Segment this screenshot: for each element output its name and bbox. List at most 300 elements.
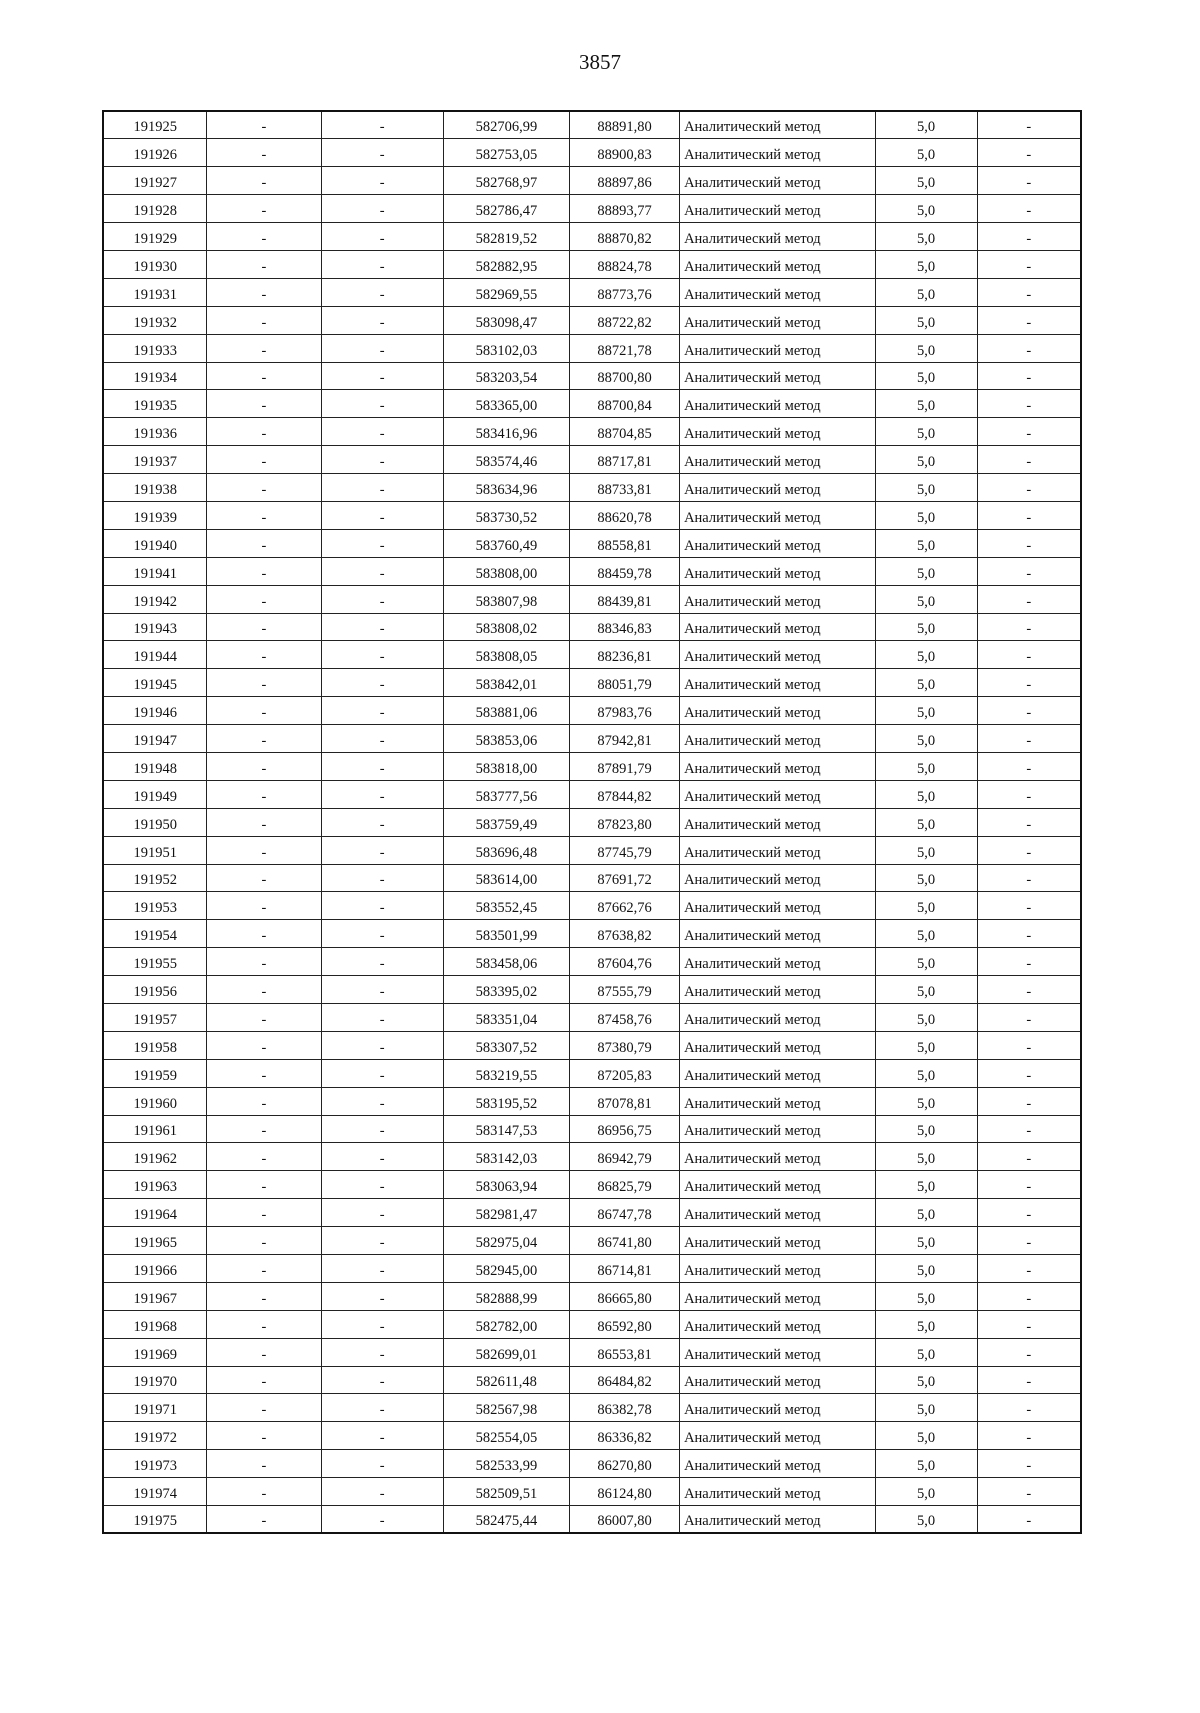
- point-id-cell: 191954: [103, 920, 207, 948]
- accuracy-cell: 5,0: [875, 1059, 977, 1087]
- empty-value-cell: -: [207, 1227, 321, 1255]
- empty-value-cell: -: [977, 223, 1081, 251]
- x-coordinate-cell: 583614,00: [443, 864, 569, 892]
- method-cell: Аналитический метод: [680, 808, 876, 836]
- empty-value-cell: -: [207, 1478, 321, 1506]
- table-row: [103, 920, 1081, 948]
- empty-value-cell: -: [321, 976, 443, 1004]
- method-cell: Аналитический метод: [680, 725, 876, 753]
- empty-value-cell: -: [977, 725, 1081, 753]
- empty-value-cell: -: [207, 1255, 321, 1283]
- accuracy-cell: 5,0: [875, 780, 977, 808]
- empty-value-cell: -: [207, 167, 321, 195]
- empty-value-cell: -: [207, 223, 321, 251]
- point-id-cell: 191975: [103, 1506, 207, 1534]
- point-id-cell: 191963: [103, 1171, 207, 1199]
- x-coordinate-cell: 582509,51: [443, 1478, 569, 1506]
- x-coordinate-cell: 582768,97: [443, 167, 569, 195]
- y-coordinate-cell: 88721,78: [570, 334, 680, 362]
- method-cell: Аналитический метод: [680, 223, 876, 251]
- method-cell: Аналитический метод: [680, 167, 876, 195]
- empty-value-cell: -: [321, 585, 443, 613]
- point-id-cell: 191938: [103, 474, 207, 502]
- empty-value-cell: -: [977, 836, 1081, 864]
- point-id-cell: 191970: [103, 1366, 207, 1394]
- method-cell: Аналитический метод: [680, 474, 876, 502]
- point-id-cell: 191958: [103, 1031, 207, 1059]
- table-row: [103, 501, 1081, 529]
- empty-value-cell: -: [321, 1227, 443, 1255]
- empty-value-cell: -: [207, 1422, 321, 1450]
- table-row: [103, 1115, 1081, 1143]
- empty-value-cell: -: [321, 892, 443, 920]
- y-coordinate-cell: 86825,79: [570, 1171, 680, 1199]
- y-coordinate-cell: 86665,80: [570, 1282, 680, 1310]
- empty-value-cell: -: [207, 1366, 321, 1394]
- empty-value-cell: -: [207, 725, 321, 753]
- empty-value-cell: -: [321, 334, 443, 362]
- point-id-cell: 191933: [103, 334, 207, 362]
- table-row: [103, 446, 1081, 474]
- table-row: [103, 278, 1081, 306]
- empty-value-cell: -: [321, 111, 443, 139]
- x-coordinate-cell: 582782,00: [443, 1310, 569, 1338]
- method-cell: Аналитический метод: [680, 1506, 876, 1534]
- accuracy-cell: 5,0: [875, 529, 977, 557]
- empty-value-cell: -: [321, 808, 443, 836]
- x-coordinate-cell: 583219,55: [443, 1059, 569, 1087]
- table-row: [103, 780, 1081, 808]
- x-coordinate-cell: 582533,99: [443, 1450, 569, 1478]
- accuracy-cell: 5,0: [875, 1143, 977, 1171]
- method-cell: Аналитический метод: [680, 250, 876, 278]
- empty-value-cell: -: [207, 557, 321, 585]
- table-row: [103, 1255, 1081, 1283]
- empty-value-cell: -: [977, 1422, 1081, 1450]
- point-id-cell: 191969: [103, 1338, 207, 1366]
- y-coordinate-cell: 87078,81: [570, 1087, 680, 1115]
- x-coordinate-cell: 582882,95: [443, 250, 569, 278]
- accuracy-cell: 5,0: [875, 1506, 977, 1534]
- x-coordinate-cell: 582706,99: [443, 111, 569, 139]
- empty-value-cell: -: [977, 892, 1081, 920]
- x-coordinate-cell: 582981,47: [443, 1199, 569, 1227]
- empty-value-cell: -: [207, 1031, 321, 1059]
- method-cell: Аналитический метод: [680, 1031, 876, 1059]
- empty-value-cell: -: [207, 529, 321, 557]
- empty-value-cell: -: [977, 1031, 1081, 1059]
- accuracy-cell: 5,0: [875, 167, 977, 195]
- x-coordinate-cell: 583203,54: [443, 362, 569, 390]
- y-coordinate-cell: 86942,79: [570, 1143, 680, 1171]
- empty-value-cell: -: [977, 111, 1081, 139]
- accuracy-cell: 5,0: [875, 585, 977, 613]
- table-row: [103, 1087, 1081, 1115]
- empty-value-cell: -: [977, 390, 1081, 418]
- accuracy-cell: 5,0: [875, 1087, 977, 1115]
- accuracy-cell: 5,0: [875, 752, 977, 780]
- empty-value-cell: -: [977, 501, 1081, 529]
- empty-value-cell: -: [321, 613, 443, 641]
- empty-value-cell: -: [207, 1199, 321, 1227]
- y-coordinate-cell: 88773,76: [570, 278, 680, 306]
- method-cell: Аналитический метод: [680, 1143, 876, 1171]
- empty-value-cell: -: [321, 1255, 443, 1283]
- point-id-cell: 191928: [103, 195, 207, 223]
- point-id-cell: 191936: [103, 418, 207, 446]
- empty-value-cell: -: [321, 167, 443, 195]
- x-coordinate-cell: 583881,06: [443, 697, 569, 725]
- empty-value-cell: -: [321, 641, 443, 669]
- empty-value-cell: -: [207, 1506, 321, 1534]
- x-coordinate-cell: 583552,45: [443, 892, 569, 920]
- accuracy-cell: 5,0: [875, 1227, 977, 1255]
- accuracy-cell: 5,0: [875, 1422, 977, 1450]
- method-cell: Аналитический метод: [680, 780, 876, 808]
- y-coordinate-cell: 88733,81: [570, 474, 680, 502]
- x-coordinate-cell: 583147,53: [443, 1115, 569, 1143]
- table-row: [103, 808, 1081, 836]
- y-coordinate-cell: 87555,79: [570, 976, 680, 1004]
- accuracy-cell: 5,0: [875, 920, 977, 948]
- empty-value-cell: -: [321, 306, 443, 334]
- y-coordinate-cell: 87983,76: [570, 697, 680, 725]
- table-row: [103, 697, 1081, 725]
- method-cell: Аналитический метод: [680, 920, 876, 948]
- table-row: [103, 362, 1081, 390]
- accuracy-cell: 5,0: [875, 1310, 977, 1338]
- y-coordinate-cell: 88439,81: [570, 585, 680, 613]
- point-id-cell: 191926: [103, 139, 207, 167]
- table-row: [103, 1366, 1081, 1394]
- empty-value-cell: -: [321, 864, 443, 892]
- empty-value-cell: -: [977, 697, 1081, 725]
- accuracy-cell: 5,0: [875, 1478, 977, 1506]
- method-cell: Аналитический метод: [680, 306, 876, 334]
- empty-value-cell: -: [207, 697, 321, 725]
- empty-value-cell: -: [207, 250, 321, 278]
- table-row: [103, 948, 1081, 976]
- table-row: [103, 1478, 1081, 1506]
- empty-value-cell: -: [977, 1059, 1081, 1087]
- x-coordinate-cell: 583730,52: [443, 501, 569, 529]
- x-coordinate-cell: 583351,04: [443, 1004, 569, 1032]
- empty-value-cell: -: [321, 418, 443, 446]
- empty-value-cell: -: [207, 446, 321, 474]
- empty-value-cell: -: [321, 390, 443, 418]
- method-cell: Аналитический метод: [680, 1115, 876, 1143]
- empty-value-cell: -: [321, 1450, 443, 1478]
- empty-value-cell: -: [321, 1338, 443, 1366]
- table-row: [103, 1394, 1081, 1422]
- accuracy-cell: 5,0: [875, 1366, 977, 1394]
- empty-value-cell: -: [977, 1282, 1081, 1310]
- accuracy-cell: 5,0: [875, 334, 977, 362]
- method-cell: Аналитический метод: [680, 195, 876, 223]
- accuracy-cell: 5,0: [875, 836, 977, 864]
- accuracy-cell: 5,0: [875, 948, 977, 976]
- empty-value-cell: -: [977, 446, 1081, 474]
- point-id-cell: 191964: [103, 1199, 207, 1227]
- x-coordinate-cell: 583760,49: [443, 529, 569, 557]
- x-coordinate-cell: 583416,96: [443, 418, 569, 446]
- empty-value-cell: -: [207, 613, 321, 641]
- empty-value-cell: -: [321, 1310, 443, 1338]
- empty-value-cell: -: [321, 278, 443, 306]
- empty-value-cell: -: [321, 1059, 443, 1087]
- y-coordinate-cell: 87745,79: [570, 836, 680, 864]
- table-row: [103, 474, 1081, 502]
- empty-value-cell: -: [207, 474, 321, 502]
- empty-value-cell: -: [977, 474, 1081, 502]
- accuracy-cell: 5,0: [875, 557, 977, 585]
- x-coordinate-cell: 583777,56: [443, 780, 569, 808]
- empty-value-cell: -: [977, 278, 1081, 306]
- accuracy-cell: 5,0: [875, 1004, 977, 1032]
- empty-value-cell: -: [321, 1422, 443, 1450]
- table-row: [103, 1338, 1081, 1366]
- empty-value-cell: -: [977, 1506, 1081, 1534]
- point-id-cell: 191971: [103, 1394, 207, 1422]
- y-coordinate-cell: 87638,82: [570, 920, 680, 948]
- empty-value-cell: -: [207, 195, 321, 223]
- point-id-cell: 191957: [103, 1004, 207, 1032]
- method-cell: Аналитический метод: [680, 836, 876, 864]
- y-coordinate-cell: 88893,77: [570, 195, 680, 223]
- y-coordinate-cell: 87891,79: [570, 752, 680, 780]
- empty-value-cell: -: [321, 1506, 443, 1534]
- point-id-cell: 191965: [103, 1227, 207, 1255]
- empty-value-cell: -: [207, 920, 321, 948]
- empty-value-cell: -: [207, 948, 321, 976]
- method-cell: Аналитический метод: [680, 1004, 876, 1032]
- accuracy-cell: 5,0: [875, 1282, 977, 1310]
- empty-value-cell: -: [321, 725, 443, 753]
- empty-value-cell: -: [977, 1394, 1081, 1422]
- point-id-cell: 191945: [103, 669, 207, 697]
- point-id-cell: 191939: [103, 501, 207, 529]
- x-coordinate-cell: 582699,01: [443, 1338, 569, 1366]
- empty-value-cell: -: [321, 669, 443, 697]
- method-cell: Аналитический метод: [680, 892, 876, 920]
- empty-value-cell: -: [321, 1199, 443, 1227]
- y-coordinate-cell: 86484,82: [570, 1366, 680, 1394]
- y-coordinate-cell: 87604,76: [570, 948, 680, 976]
- method-cell: Аналитический метод: [680, 1087, 876, 1115]
- table-row: [103, 1450, 1081, 1478]
- empty-value-cell: -: [321, 752, 443, 780]
- coordinates-table: [102, 110, 1082, 1534]
- table-row: [103, 334, 1081, 362]
- accuracy-cell: 5,0: [875, 1394, 977, 1422]
- method-cell: Аналитический метод: [680, 669, 876, 697]
- y-coordinate-cell: 86007,80: [570, 1506, 680, 1534]
- point-id-cell: 191961: [103, 1115, 207, 1143]
- accuracy-cell: 5,0: [875, 223, 977, 251]
- point-id-cell: 191944: [103, 641, 207, 669]
- accuracy-cell: 5,0: [875, 362, 977, 390]
- method-cell: Аналитический метод: [680, 1310, 876, 1338]
- y-coordinate-cell: 86747,78: [570, 1199, 680, 1227]
- empty-value-cell: -: [321, 836, 443, 864]
- table-row: [103, 836, 1081, 864]
- empty-value-cell: -: [321, 1394, 443, 1422]
- table-row: [103, 111, 1081, 139]
- empty-value-cell: -: [207, 585, 321, 613]
- empty-value-cell: -: [977, 1087, 1081, 1115]
- empty-value-cell: -: [977, 641, 1081, 669]
- empty-value-cell: -: [207, 362, 321, 390]
- accuracy-cell: 5,0: [875, 306, 977, 334]
- table-row: [103, 752, 1081, 780]
- empty-value-cell: -: [321, 529, 443, 557]
- point-id-cell: 191935: [103, 390, 207, 418]
- empty-value-cell: -: [321, 1171, 443, 1199]
- empty-value-cell: -: [207, 976, 321, 1004]
- empty-value-cell: -: [977, 1115, 1081, 1143]
- empty-value-cell: -: [207, 836, 321, 864]
- empty-value-cell: -: [207, 111, 321, 139]
- empty-value-cell: -: [977, 864, 1081, 892]
- point-id-cell: 191962: [103, 1143, 207, 1171]
- table-row: [103, 613, 1081, 641]
- empty-value-cell: -: [977, 976, 1081, 1004]
- y-coordinate-cell: 86553,81: [570, 1338, 680, 1366]
- point-id-cell: 191949: [103, 780, 207, 808]
- y-coordinate-cell: 86956,75: [570, 1115, 680, 1143]
- empty-value-cell: -: [207, 1087, 321, 1115]
- y-coordinate-cell: 88700,84: [570, 390, 680, 418]
- empty-value-cell: -: [207, 1394, 321, 1422]
- point-id-cell: 191932: [103, 306, 207, 334]
- x-coordinate-cell: 583853,06: [443, 725, 569, 753]
- x-coordinate-cell: 583634,96: [443, 474, 569, 502]
- empty-value-cell: -: [977, 920, 1081, 948]
- method-cell: Аналитический метод: [680, 1394, 876, 1422]
- table-row: [103, 557, 1081, 585]
- y-coordinate-cell: 87380,79: [570, 1031, 680, 1059]
- y-coordinate-cell: 87205,83: [570, 1059, 680, 1087]
- empty-value-cell: -: [321, 780, 443, 808]
- empty-value-cell: -: [321, 139, 443, 167]
- x-coordinate-cell: 583501,99: [443, 920, 569, 948]
- y-coordinate-cell: 86741,80: [570, 1227, 680, 1255]
- empty-value-cell: -: [321, 1031, 443, 1059]
- x-coordinate-cell: 583063,94: [443, 1171, 569, 1199]
- table-row: [103, 390, 1081, 418]
- x-coordinate-cell: 583808,05: [443, 641, 569, 669]
- empty-value-cell: -: [977, 306, 1081, 334]
- y-coordinate-cell: 86592,80: [570, 1310, 680, 1338]
- accuracy-cell: 5,0: [875, 1338, 977, 1366]
- accuracy-cell: 5,0: [875, 111, 977, 139]
- method-cell: Аналитический метод: [680, 390, 876, 418]
- empty-value-cell: -: [977, 1478, 1081, 1506]
- empty-value-cell: -: [977, 1004, 1081, 1032]
- y-coordinate-cell: 87823,80: [570, 808, 680, 836]
- table-row: [103, 641, 1081, 669]
- point-id-cell: 191953: [103, 892, 207, 920]
- table-row: [103, 195, 1081, 223]
- table-row: [103, 669, 1081, 697]
- method-cell: Аналитический метод: [680, 948, 876, 976]
- empty-value-cell: -: [207, 1115, 321, 1143]
- table-row: [103, 139, 1081, 167]
- empty-value-cell: -: [207, 892, 321, 920]
- method-cell: Аналитический метод: [680, 1478, 876, 1506]
- point-id-cell: 191937: [103, 446, 207, 474]
- method-cell: Аналитический метод: [680, 334, 876, 362]
- y-coordinate-cell: 88620,78: [570, 501, 680, 529]
- accuracy-cell: 5,0: [875, 864, 977, 892]
- empty-value-cell: -: [321, 1115, 443, 1143]
- empty-value-cell: -: [977, 250, 1081, 278]
- empty-value-cell: -: [977, 362, 1081, 390]
- x-coordinate-cell: 583365,00: [443, 390, 569, 418]
- point-id-cell: 191930: [103, 250, 207, 278]
- x-coordinate-cell: 582819,52: [443, 223, 569, 251]
- table-row: [103, 1227, 1081, 1255]
- table-row: [103, 725, 1081, 753]
- method-cell: Аналитический метод: [680, 1366, 876, 1394]
- point-id-cell: 191946: [103, 697, 207, 725]
- x-coordinate-cell: 582611,48: [443, 1366, 569, 1394]
- y-coordinate-cell: 86270,80: [570, 1450, 680, 1478]
- empty-value-cell: -: [207, 808, 321, 836]
- point-id-cell: 191973: [103, 1450, 207, 1478]
- empty-value-cell: -: [977, 1310, 1081, 1338]
- y-coordinate-cell: 88900,83: [570, 139, 680, 167]
- point-id-cell: 191941: [103, 557, 207, 585]
- page-number: 3857: [579, 50, 621, 74]
- x-coordinate-cell: 582475,44: [443, 1506, 569, 1534]
- point-id-cell: 191952: [103, 864, 207, 892]
- empty-value-cell: -: [977, 1338, 1081, 1366]
- empty-value-cell: -: [977, 1143, 1081, 1171]
- accuracy-cell: 5,0: [875, 1171, 977, 1199]
- x-coordinate-cell: 582945,00: [443, 1255, 569, 1283]
- empty-value-cell: -: [321, 362, 443, 390]
- empty-value-cell: -: [977, 418, 1081, 446]
- y-coordinate-cell: 88346,83: [570, 613, 680, 641]
- y-coordinate-cell: 88870,82: [570, 223, 680, 251]
- method-cell: Аналитический метод: [680, 446, 876, 474]
- empty-value-cell: -: [207, 669, 321, 697]
- y-coordinate-cell: 88558,81: [570, 529, 680, 557]
- empty-value-cell: -: [207, 1310, 321, 1338]
- table-row: [103, 1031, 1081, 1059]
- y-coordinate-cell: 87691,72: [570, 864, 680, 892]
- empty-value-cell: -: [207, 864, 321, 892]
- empty-value-cell: -: [977, 1366, 1081, 1394]
- empty-value-cell: -: [321, 446, 443, 474]
- accuracy-cell: 5,0: [875, 1450, 977, 1478]
- empty-value-cell: -: [207, 139, 321, 167]
- table-row: [103, 1143, 1081, 1171]
- point-id-cell: 191947: [103, 725, 207, 753]
- accuracy-cell: 5,0: [875, 1115, 977, 1143]
- empty-value-cell: -: [321, 1087, 443, 1115]
- empty-value-cell: -: [321, 195, 443, 223]
- point-id-cell: 191942: [103, 585, 207, 613]
- table-row: [103, 529, 1081, 557]
- point-id-cell: 191927: [103, 167, 207, 195]
- method-cell: Аналитический метод: [680, 697, 876, 725]
- empty-value-cell: -: [207, 1004, 321, 1032]
- x-coordinate-cell: 583807,98: [443, 585, 569, 613]
- empty-value-cell: -: [977, 780, 1081, 808]
- point-id-cell: 191929: [103, 223, 207, 251]
